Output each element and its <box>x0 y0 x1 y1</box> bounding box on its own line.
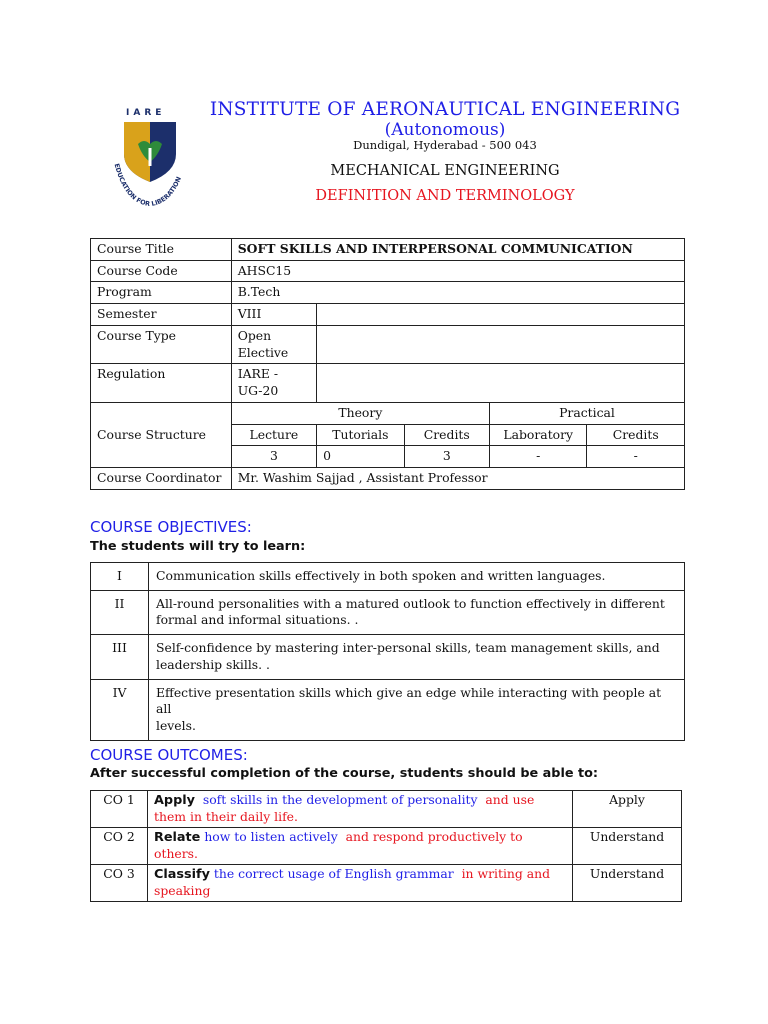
co-statement: Relate how to listen actively and respond productively to others. <box>148 828 573 865</box>
objective-text: All-round personalities with a matured outlook to function effectively in different formal and informal situations. . <box>149 590 685 634</box>
table-row <box>91 304 685 326</box>
co-statement: Apply soft skills in the development of personality and use them in their daily life. <box>148 791 573 828</box>
table-row <box>91 590 685 634</box>
course-code-value: AHSC15 <box>231 260 684 282</box>
course-code-label: Course Code <box>91 260 232 282</box>
table-row <box>91 239 685 261</box>
table-row <box>91 402 685 424</box>
practical-credits-value: - <box>587 446 685 468</box>
course-info-table <box>90 238 685 490</box>
co-number: CO 1 <box>91 791 148 828</box>
objectives-heading: COURSE OBJECTIVES: <box>90 518 252 536</box>
objectives-intro: The students will try to learn: <box>90 539 306 554</box>
table-row <box>91 563 685 591</box>
empty-cell <box>317 304 685 326</box>
logo-text: IARE <box>126 108 166 118</box>
outcomes-heading: COURSE OUTCOMES: <box>90 746 248 764</box>
practical-header: Practical <box>489 402 684 424</box>
credits-value: 3 <box>404 446 489 468</box>
table-row <box>91 364 685 402</box>
logo-motto: EDUCATION FOR LIBERATION <box>112 162 184 209</box>
table-row <box>91 635 685 679</box>
laboratory-header: Laboratory <box>489 424 586 446</box>
table-row <box>91 679 685 740</box>
table-row <box>91 865 682 902</box>
outcomes-intro: After successful completion of the course, students should be able to: <box>90 766 599 781</box>
lecture-value: 3 <box>231 446 316 468</box>
table-row <box>91 325 685 363</box>
objectives-table <box>90 562 685 741</box>
objective-text: Communication skills effectively in both spoken and written languages. <box>149 563 685 591</box>
credits-header: Credits <box>404 424 489 446</box>
outcomes-table <box>90 790 682 902</box>
co-level: Understand <box>573 828 682 865</box>
objective-number: I <box>91 563 149 591</box>
empty-cell <box>317 325 685 363</box>
objective-number: III <box>91 635 149 679</box>
co-number: CO 3 <box>91 865 148 902</box>
program-label: Program <box>91 282 232 304</box>
institute-address: Dundigal, Hyderabad - 500 043 <box>353 138 537 152</box>
course-structure-label: Course Structure <box>91 402 232 467</box>
theory-header: Theory <box>231 402 489 424</box>
department-name: MECHANICAL ENGINEERING <box>330 163 560 179</box>
table-row <box>91 791 682 828</box>
table-row <box>91 468 685 490</box>
semester-value: VIII <box>231 304 316 326</box>
objective-text: Effective presentation skills which give an edge while interacting with people at all levels. <box>149 679 685 740</box>
course-title-value: SOFT SKILLS AND INTERPERSONAL COMMUNICATION <box>231 239 684 261</box>
objective-text: Self-confidence by mastering inter-personal skills, team management skills, and leadership skills. . <box>149 635 685 679</box>
tutorials-value: 0 <box>317 446 404 468</box>
autonomous-label: (Autonomous) <box>384 120 506 140</box>
tutorials-header: Tutorials <box>317 424 404 446</box>
semester-label: Semester <box>91 304 232 326</box>
co-level: Understand <box>573 865 682 902</box>
program-value: B.Tech <box>231 282 684 304</box>
regulation-label: Regulation <box>91 364 232 402</box>
table-row <box>91 260 685 282</box>
co-statement: Classify the correct usage of English grammar in writing and speaking <box>148 865 573 902</box>
institute-logo <box>104 102 196 212</box>
document-title: DEFINITION AND TERMINOLOGY <box>315 188 575 204</box>
co-number: CO 2 <box>91 828 148 865</box>
laboratory-value: - <box>489 446 586 468</box>
objective-number: IV <box>91 679 149 740</box>
practical-credits-header: Credits <box>587 424 685 446</box>
empty-cell <box>317 364 685 402</box>
lecture-header: Lecture <box>231 424 316 446</box>
co-level: Apply <box>573 791 682 828</box>
institute-name: INSTITUTE OF AERONAUTICAL ENGINEERING <box>209 99 681 120</box>
course-title-label: Course Title <box>91 239 232 261</box>
regulation-value: IARE - UG-20 <box>231 364 316 402</box>
table-row <box>91 828 682 865</box>
table-row <box>91 282 685 304</box>
course-type-value: Open Elective <box>231 325 316 363</box>
coordinator-label: Course Coordinator <box>91 468 232 490</box>
course-type-label: Course Type <box>91 325 232 363</box>
coordinator-value: Mr. Washim Sajjad , Assistant Professor <box>231 468 684 490</box>
objective-number: II <box>91 590 149 634</box>
